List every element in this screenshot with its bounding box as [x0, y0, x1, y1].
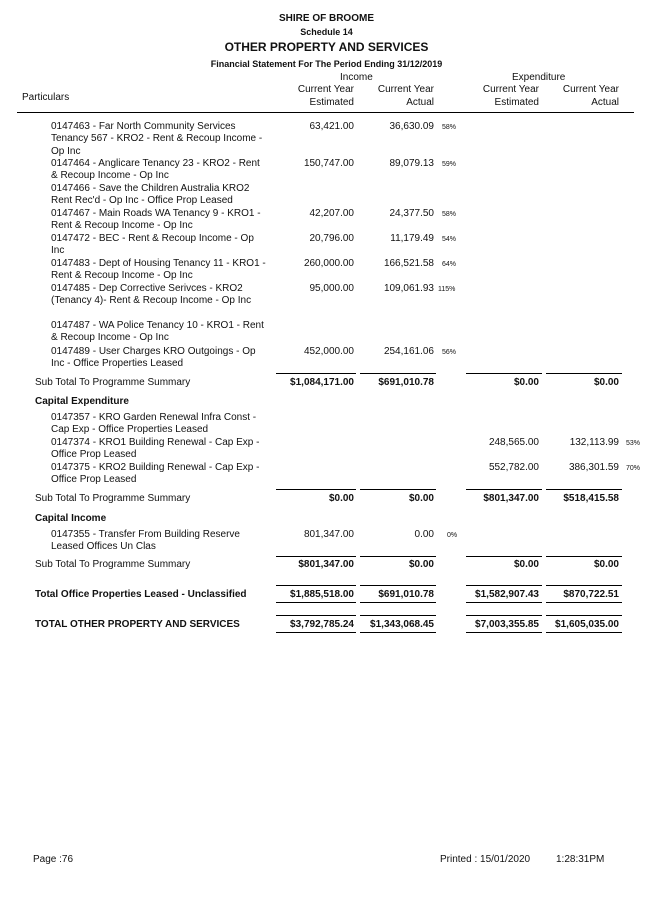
- total-office-inc-act: $691,010.78: [378, 589, 434, 600]
- total-rule: [546, 602, 622, 603]
- inc-act-value: 89,079.13: [389, 158, 434, 169]
- list-item-desc: 0147489 - User Charges KRO Outgoings - Op Inc - Office Properties Leased: [51, 346, 256, 370]
- exp-est-value: 248,565.00: [488, 437, 539, 448]
- grand-total-rule: [546, 615, 622, 616]
- inc-pct-value: 54%: [442, 236, 457, 243]
- grand-total-exp-act: $1,605,035.00: [555, 619, 619, 630]
- inc-act-value: 24,377.50: [389, 208, 434, 219]
- total-office-exp-est: $1,582,907.43: [475, 589, 539, 600]
- exp-act-heading-1: Current Year: [562, 84, 619, 95]
- list-item-desc: 0147483 - Dept of Housing Tenancy 11 - KRO1 - Rent & Recoup Income - Op Inc: [51, 258, 266, 282]
- exp-est-heading-1: Current Year: [482, 84, 539, 95]
- exp-pct-value: 70%: [626, 465, 641, 472]
- inc-pct-value: 0%: [447, 532, 458, 539]
- inc-act-value: 0.00: [414, 529, 434, 540]
- grand-total-rule: [466, 632, 542, 633]
- subtotal-rule: [546, 489, 622, 490]
- list-item-desc: 0147472 - BEC - Rent & Recoup Income - Op Inc: [51, 233, 254, 257]
- exp-act-value: 132,113.99: [569, 437, 619, 448]
- list-item-desc: 0147464 - Anglicare Tenancy 23 - KRO2 - Rent & Recoup Income - Op Inc: [51, 158, 260, 182]
- list-item-desc: 0147374 - KRO1 Building Renewal - Cap Exp - Office Prop Leased: [51, 437, 260, 461]
- list-item-desc: 0147467 - Main Roads WA Tenancy 9 - KRO1 - Rent & Recoup Income - Op Inc: [51, 208, 261, 232]
- org-name: SHIRE OF BROOME: [278, 13, 374, 24]
- exp-pct-value: 53%: [626, 440, 641, 447]
- inc-est-value: 260,000.00: [303, 258, 354, 269]
- total-rule: [360, 585, 436, 586]
- list-item-desc: 0147375 - KRO2 Building Renewal - Cap Exp - Office Prop Leased: [51, 462, 260, 486]
- subtotal-exp-act: $0.00: [593, 377, 619, 388]
- capital-income-heading: Capital Income: [35, 513, 107, 524]
- total-rule: [276, 585, 356, 586]
- total-office-exp-act: $870,722.51: [563, 589, 619, 600]
- grand-total-label: TOTAL OTHER PROPERTY AND SERVICES: [35, 619, 240, 630]
- grand-total-rule: [360, 632, 436, 633]
- inc-act-value: 36,630.09: [389, 121, 434, 132]
- inc-est-value: 42,207.00: [309, 208, 354, 219]
- subtotal-rule: [546, 556, 622, 557]
- exp-est-heading-2: Estimated: [494, 97, 539, 108]
- subtotal-rule: [546, 373, 622, 374]
- subtotal-rule: [360, 556, 436, 557]
- subtotal-inc-act: $0.00: [408, 559, 434, 570]
- page-title: OTHER PROPERTY AND SERVICES: [224, 40, 429, 54]
- subtotal-rule: [466, 556, 542, 557]
- subtotal-inc-est: $1,084,171.00: [290, 377, 354, 388]
- subtotal-rule: [276, 373, 356, 374]
- inc-pct-value: 59%: [442, 161, 457, 168]
- inc-est-value: 452,000.00: [303, 346, 354, 357]
- subtotal-exp-est: $0.00: [513, 559, 539, 570]
- total-rule: [466, 602, 542, 603]
- exp-act-heading-2: Actual: [591, 97, 619, 108]
- expenditure-heading: Expenditure: [512, 72, 566, 83]
- particulars-heading: Particulars: [22, 92, 70, 103]
- inc-pct-value: 64%: [442, 261, 457, 268]
- total-rule: [360, 602, 436, 603]
- list-item-desc: 0147355 - Transfer From Building Reserve Leased Offices Un Clas: [51, 529, 240, 553]
- total-rule: [466, 585, 542, 586]
- inc-est-heading-2: Estimated: [309, 97, 354, 108]
- total-office-label: Total Office Properties Leased - Unclassified: [35, 589, 247, 600]
- printed-date: Printed : 15/01/2020: [440, 854, 531, 865]
- subtotal-rule: [466, 489, 542, 490]
- grand-total-rule: [466, 615, 542, 616]
- list-item-desc: 0147357 - KRO Garden Renewal Infra Const - Cap Exp - Office Properties Leased: [51, 412, 257, 436]
- grand-total-rule: [276, 615, 356, 616]
- grand-total-exp-est: $7,003,355.85: [475, 619, 539, 630]
- total-rule: [546, 585, 622, 586]
- grand-total-rule: [360, 615, 436, 616]
- schedule-label: Schedule 14: [300, 27, 353, 37]
- inc-est-heading-1: Current Year: [297, 84, 354, 95]
- list-item-desc: 0147466 - Save the Children Australia KRO2 Rent Rec'd - Op Inc - Office Prop Leased: [51, 183, 250, 207]
- inc-est-value: 95,000.00: [309, 283, 354, 294]
- inc-pct-value: 58%: [442, 124, 457, 131]
- inc-act-value: 11,179.49: [390, 233, 434, 244]
- grand-total-rule: [276, 632, 356, 633]
- grand-total-rule: [546, 632, 622, 633]
- exp-est-value: 552,782.00: [488, 462, 539, 473]
- period-label: Financial Statement For The Period Ending 31/12/2019: [210, 59, 443, 69]
- inc-est-value: 63,421.00: [309, 121, 354, 132]
- inc-est-value: 801,347.00: [303, 529, 354, 540]
- total-rule: [276, 602, 356, 603]
- printed-time: 1:28:31PM: [556, 854, 605, 865]
- subtotal-rule: [276, 556, 356, 557]
- subtotal-rule: [276, 489, 356, 490]
- grand-total-inc-act: $1,343,068.45: [370, 619, 434, 630]
- inc-pct-value: 115%: [438, 286, 456, 293]
- subtotal-rule: [360, 489, 436, 490]
- inc-pct-value: 56%: [442, 349, 457, 356]
- inc-act-value: 166,521.58: [383, 258, 434, 269]
- subtotal-exp-est: $0.00: [513, 377, 539, 388]
- subtotal-rule: [360, 373, 436, 374]
- subtotal-inc-est: $0.00: [328, 493, 354, 504]
- inc-pct-value: 58%: [442, 211, 457, 218]
- inc-est-value: 150,747.00: [303, 158, 354, 169]
- subtotal-exp-act: $0.00: [593, 559, 619, 570]
- inc-act-value: 109,061.93: [383, 283, 434, 294]
- subtotal-exp-act: $518,415.58: [563, 493, 619, 504]
- grand-total-inc-est: $3,792,785.24: [290, 619, 354, 630]
- income-heading: Income: [340, 72, 373, 83]
- subtotal-label: Sub Total To Programme Summary: [35, 493, 191, 504]
- list-item-desc: 0147485 - Dep Corrective Serivces - KRO2 (Tenancy 4)- Rent & Recoup Income - Op Inc: [51, 283, 252, 307]
- total-office-inc-est: $1,885,518.00: [290, 589, 354, 600]
- subtotal-inc-act: $0.00: [408, 493, 434, 504]
- exp-act-value: 386,301.59: [568, 462, 619, 473]
- list-item-desc: 0147463 - Far North Community Services Tenancy 567 - KRO2 - Rent & Recoup Income - Op Inc: [51, 121, 263, 157]
- inc-act-value: 254,161.06: [383, 346, 434, 357]
- inc-act-heading-2: Actual: [406, 97, 434, 108]
- header-rule: [17, 112, 634, 113]
- subtotal-label: Sub Total To Programme Summary: [35, 559, 191, 570]
- subtotal-label: Sub Total To Programme Summary: [35, 377, 191, 388]
- page-number: Page :76: [33, 854, 74, 865]
- capital-expenditure-heading: Capital Expenditure: [35, 396, 129, 407]
- subtotal-rule: [466, 373, 542, 374]
- subtotal-inc-act: $691,010.78: [378, 377, 434, 388]
- subtotal-exp-est: $801,347.00: [483, 493, 539, 504]
- inc-act-heading-1: Current Year: [377, 84, 434, 95]
- list-item-desc: 0147487 - WA Police Tenancy 10 - KRO1 - Rent & Recoup Income - Op Inc: [51, 320, 264, 344]
- inc-est-value: 20,796.00: [309, 233, 354, 244]
- subtotal-inc-est: $801,347.00: [298, 559, 354, 570]
